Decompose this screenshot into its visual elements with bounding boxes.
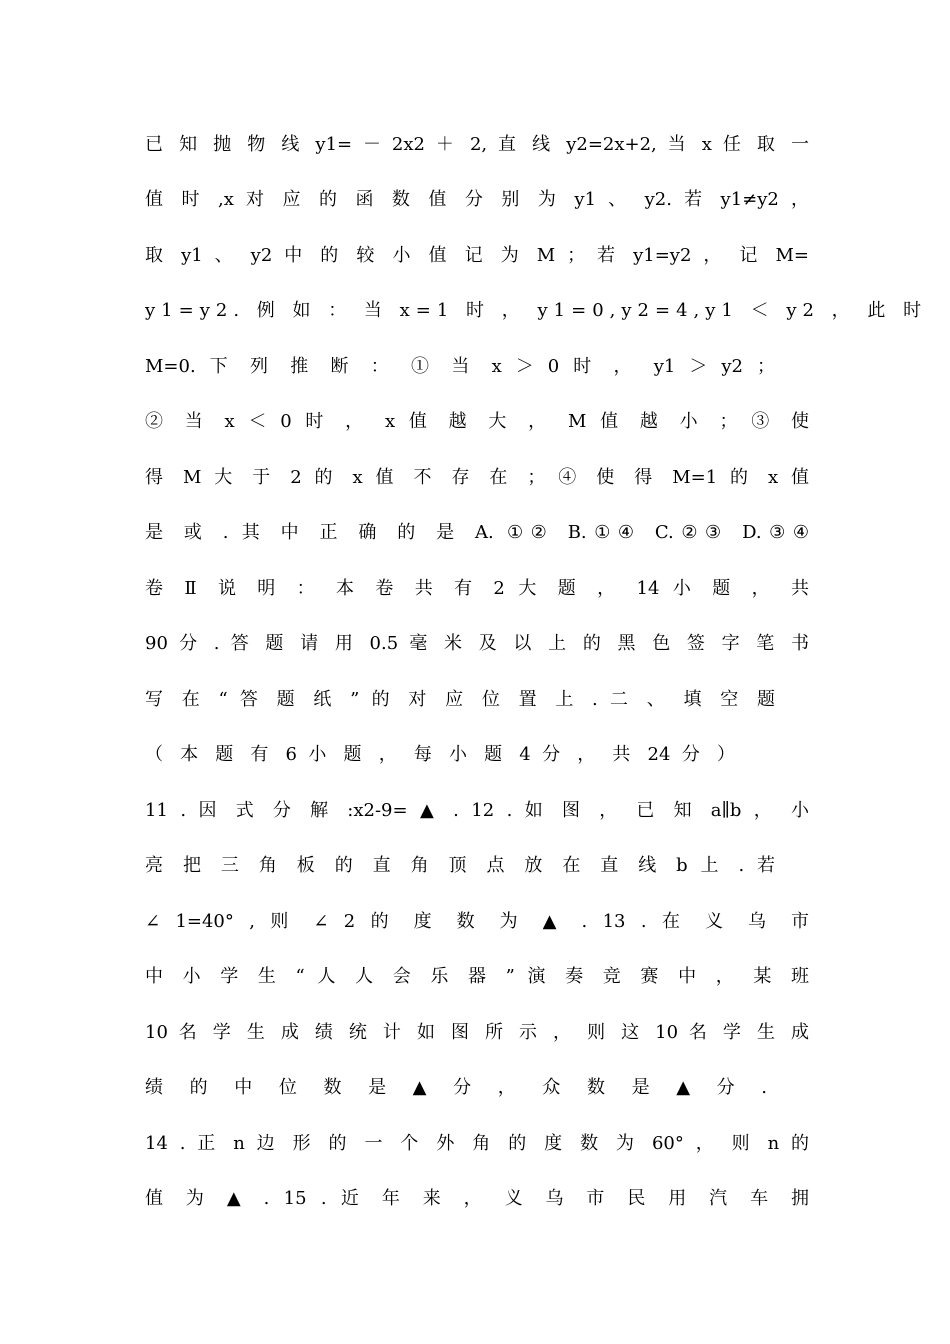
text-line-20: 值 为 ▲ . 15 . 近 年 来 ， 义 乌 市 民 用 汽 车 拥 <box>145 1188 809 1209</box>
text-line-19: 14 . 正 n 边 形 的 一 个 外 角 的 度 数 为 60° ， 则 n 的 <box>145 1133 809 1154</box>
text-line-9: 卷 Ⅱ 说 明 ： 本 卷 共 有 2 大 题 ， 14 小 题 ， 共 <box>145 578 809 599</box>
text-line-13: 11 . 因 式 分 解 :x2-9= ▲ . 12 . 如 图 ， 已 知 a∥b ， 小 <box>145 800 809 821</box>
text-line-14: 亮 把 三 角 板 的 直 角 顶 点 放 在 直 线 b 上 . 若 <box>145 855 775 876</box>
text-line-11: 写 在 “ 答 题 纸 ” 的 对 应 位 置 上 . 二 、 填 空 题 <box>145 689 775 710</box>
text-line-15: ∠ 1=40° , 则 ∠ 2 的 度 数 为 ▲ . 13 . 在 义 乌 市 <box>145 911 809 932</box>
text-line-18: 绩 的 中 位 数 是 ▲ 分 ， 众 数 是 ▲ 分 . <box>145 1077 767 1098</box>
text-line-2: 值 时 ,x 对 应 的 函 数 值 分 别 为 y1 、 y2. 若 y1≠y2 ， <box>145 189 809 210</box>
text-line-4: y1=y2. 例 如 ： 当 x=1 时 ， y1=0,y2=4,y1 ＜ y2 ， 此 时 <box>145 300 928 321</box>
text-line-7: 得 M 大 于 2 的 x 值 不 存 在 ； ④ 使 得 M=1 的 x 值 <box>145 467 809 488</box>
text-line-5: M=0. 下 列 推 断 ： ① 当 x ＞ 0 时 ， y1 ＞ y2 ； <box>145 356 775 377</box>
text-line-3: 取 y1 、 y2 中 的 较 小 值 记 为 M ； 若 y1=y2 ， 记 M= <box>145 245 809 266</box>
text-line-12: （ 本 题 有 6 小 题 ， 每 小 题 4 分 ， 共 24 分 ） <box>145 744 735 765</box>
text-line-17: 10 名 学 生 成 绩 统 计 如 图 所 示 ， 则 这 10 名 学 生 成 <box>145 1022 809 1043</box>
text-line-16: 中 小 学 生 “ 人 人 会 乐 器 ” 演 奏 竞 赛 中 ， 某 班 <box>145 966 809 987</box>
text-line-6: ② 当 x ＜ 0 时 ， x 值 越 大 ， M 值 越 小 ； ③ 使 <box>145 411 809 432</box>
text-line-10: 90 分 . 答 题 请 用 0.5 毫 米 及 以 上 的 黑 色 签 字 笔 书 <box>145 633 809 654</box>
text-line-8: 是 或 . 其 中 正 确 的 是 A. ①② B.①④ C.②③ D.③④ <box>145 522 809 543</box>
text-line-1: 已 知 抛 物 线 y1= － 2x2 ＋ 2, 直 线 y2=2x+2, 当 x 任 取 一 <box>145 134 809 155</box>
